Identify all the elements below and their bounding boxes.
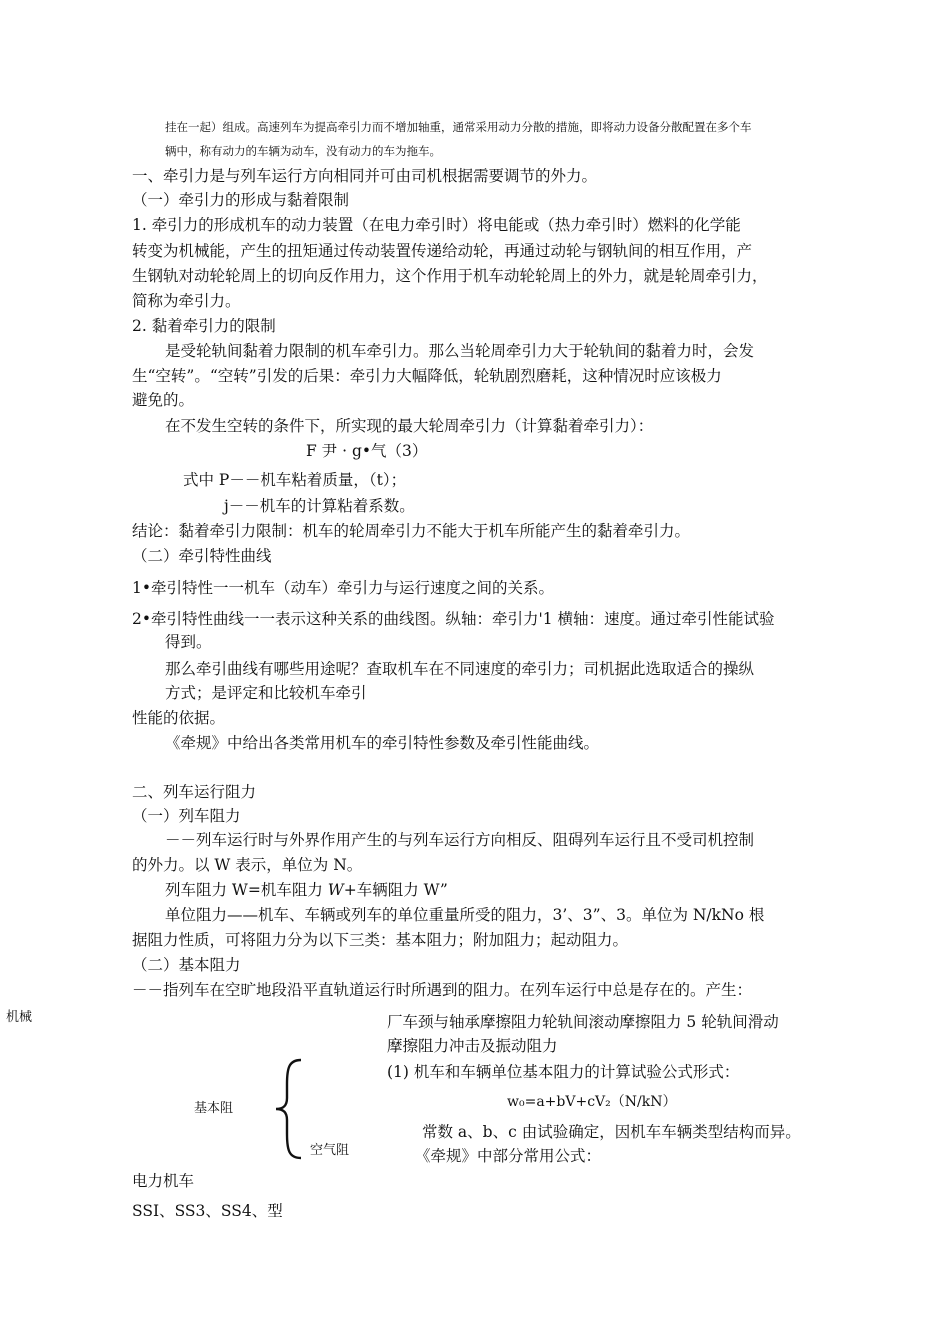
formula-note: j－－机车的计算粘着系数。 [224,497,415,515]
paragraph-line: 1. 牵引力的形成机车的动力装置（在电力牵引时）将电能或（热力牵引时）燃料的化学能 [132,216,741,234]
list-line: 厂车颈与轴承摩擦阻力轮轨间滚动摩擦阻力 5 轮轨间滑动 [387,1013,779,1031]
paragraph-line: 《牵规》中部分常用公式： [415,1147,602,1165]
formula: w₀=a+bV+cV₂（N/kN） [507,1094,677,1110]
paragraph-line: －－指列车在空旷地段沿平直轨道运行时所遇到的阻力。在列车运行中总是存在的。产生： [132,981,753,999]
paragraph-line: 方式；是评定和比较机车牵引 [165,684,367,702]
paragraph-line: 2•牵引特性曲线一一表示这种关系的曲线图。纵轴：牵引力'1 横轴：速度。通过牵引性能试验 [132,610,775,628]
paragraph-line: 避免的。 [132,391,195,409]
paragraph-line: 的外力。以 W 表示，单位为 N。 [132,856,363,874]
paragraph-line: 生钢轨对动轮轮周上的切向反作用力，这个作用于机车动轮轮周上的外力，就是轮周牵引力， [132,267,768,285]
subsection-heading: （二）牵引特性曲线 [132,547,272,565]
paragraph-line: 1•牵引特性一一机车（动车）牵引力与运行速度之间的关系。 [132,579,555,597]
paragraph-line: 性能的依据。 [132,709,226,727]
subsection-heading: （一）列车阻力 [132,807,241,825]
paragraph-line: 是受轮轨间黏着力限制的机车牵引力。那么当轮周牵引力大于轮轨间的黏着力时，会发 [165,342,755,360]
paragraph-line: 辆中，称有动力的车辆为动车，没有动力的车为拖车。 [165,144,441,158]
paragraph-line: 单位阻力——机车、车辆或列车的单位重量所受的阻力，3’、3”、3。单位为 N/kNo 根 [165,906,765,924]
brace-label: 基本阻 [194,1101,234,1116]
brace-label: 空气阻 [310,1143,350,1158]
conclusion-line: 结论：黏着牵引力限制：机车的轮周牵引力不能大于机车所能产生的黏着牵引力。 [132,522,691,540]
paragraph-line: 据阻力性质，可将阻力分为以下三类：基本阻力；附加阻力；起动阻力。 [132,931,629,949]
paragraph-line: (1) 机车和车辆单位基本阻力的计算试验公式形式： [387,1063,740,1081]
list-line: 摩擦阻力冲击及振动阻力 [387,1037,558,1055]
formula: F 尹 · g•气（3） [306,442,428,460]
curly-brace [273,1058,303,1160]
paragraph-line: 那么牵引曲线有哪些用途呢？查取机车在不同速度的牵引力；司机据此选取适合的操纵 [165,660,755,678]
list-item-heading: 2. 黏着牵引力的限制 [132,317,276,335]
section-heading: 二、列车运行阻力 [132,783,257,801]
paragraph-line: 常数 a、b、c 由试验确定，因机车车辆类型结构而异。 [422,1123,801,1141]
paragraph-line: 在不发生空转的条件下，所实现的最大轮周牵引力（计算黏着牵引力）： [165,417,654,435]
paragraph-line: 电力机车 [132,1172,195,1190]
paragraph-line: 挂在一起）组成。高速列车为提高牵引力而不增加轴重，通常采用动力分散的措施，即将动力设备分散配置在多个车 [165,120,752,134]
paragraph-line: 《牵规》中给出各类常用机车的牵引特性参数及牵引性能曲线。 [165,734,600,752]
subsection-heading: （一）牵引力的形成与黏着限制 [132,191,350,209]
paragraph-line: －－列车运行时与外界作用产生的与列车运行方向相反、阻碍列车运行且不受司机控制 [165,831,755,849]
paragraph-line: 生“空转”。“空转”引发的后果：牵引力大幅降低，轮轨剧烈磨耗，这种情况时应该极力 [132,367,722,385]
formula-note: 式中 P－－机车粘着质量，（t）； [183,471,407,489]
paragraph-line: 列车阻力 W=机车阻力 𝑊+车辆阻力 W” [165,881,448,899]
paragraph-line: 简称为牵引力。 [132,292,241,310]
paragraph-line: SSI、SS3、SS4、型 [132,1202,283,1220]
subsection-heading: （二）基本阻力 [132,956,241,974]
side-label: 机械 [6,1010,33,1025]
paragraph-line: 转变为机械能，产生的扭矩通过传动装置传递给动轮，再通过动轮与钢轨间的相互作用，产 [132,242,753,260]
paragraph-line: 得到。 [165,633,212,651]
section-heading: 一、牵引力是与列车运行方向相同并可由司机根据需要调节的外力。 [132,167,598,185]
